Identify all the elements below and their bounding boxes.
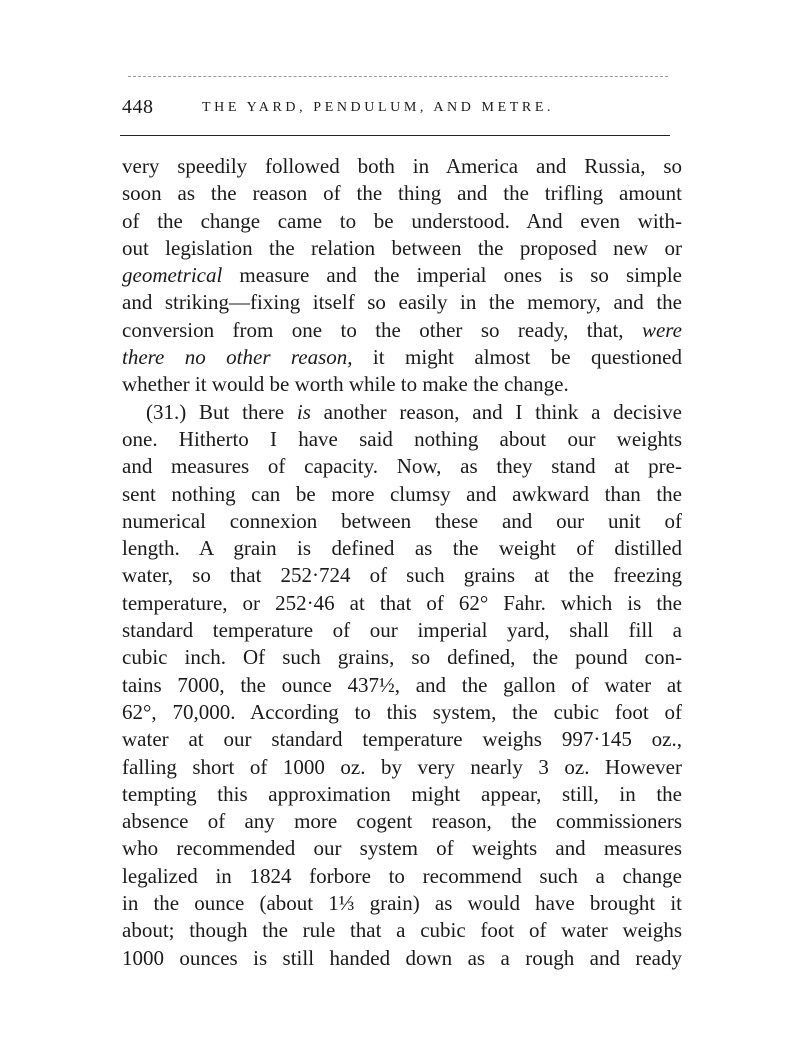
body-text (122, 153, 682, 972)
italic-text: geometrical (122, 263, 223, 288)
text-line-with-italic: conversion from one to the other so ready, that, were (122, 317, 682, 342)
top-dashed-rule (128, 76, 668, 77)
italic-text: were (641, 317, 682, 342)
text-line: absence of any more cogent reason, the commissioners (122, 809, 682, 834)
text-line: very speedily followed both in America and Russia, so (122, 154, 682, 178)
text-line: length. A grain is defined as the weight of distilled (122, 536, 682, 561)
text-line: sent nothing can be more clumsy and awkward than the (122, 481, 682, 506)
text-line: out legislation the relation between the proposed new or (122, 235, 682, 260)
text-line: tempting this approximation might appear, still, in the (122, 781, 682, 806)
text-line-with-italic: (31.) But there is another reason, and I think a decisive (146, 399, 682, 424)
text-line: 1000 ounces is still handed down as a rough and ready (122, 945, 682, 970)
text-line: whether it would be worth while to make the change. (122, 372, 569, 397)
italic-text: there no other reason, (122, 345, 353, 370)
text-line: standard temperature of our imperial yard, shall fill a (122, 618, 682, 643)
text-line-with-italic: geometrical measure and the imperial ones is so simple (122, 263, 682, 288)
text-line-with-italic: there no other reason, it might almost be questioned (122, 345, 682, 370)
text-line: falling short of 1000 oz. by very nearly 3 oz. However (122, 754, 682, 779)
text-line: 62°, 70,000. According to this system, the cubic foot of (122, 699, 682, 724)
page-header (122, 96, 682, 126)
text-line: in the ounce (about 1⅓ grain) as would have brought it (122, 891, 682, 916)
text-line: of the change came to be understood. And even with- (122, 208, 682, 233)
page-number: 448 (122, 96, 154, 118)
text-line: and measures of capacity. Now, as they stand at pre- (122, 454, 682, 479)
text-line: soon as the reason of the thing and the trifling amount (122, 181, 682, 206)
text-line: cubic inch. Of such grains, so defined, the pound con- (122, 645, 682, 670)
text-line: and striking—fixing itself so easily in the memory, and the (122, 290, 682, 315)
text-line: who recommended our system of weights and measures (122, 836, 682, 861)
text-line: tains 7000, the ounce 437½, and the gallon of water at (122, 672, 682, 697)
text-line: one. Hitherto I have said nothing about our weights (122, 426, 682, 451)
header-rule (120, 135, 670, 136)
text-line: numerical connexion between these and our unit of (122, 508, 682, 533)
text-line: water at our standard temperature weighs 997·145 oz., (122, 727, 682, 752)
text-line: water, so that 252·724 of such grains at the freezing (122, 563, 682, 588)
text-line: about; though the rule that a cubic foot of water weighs (122, 918, 682, 943)
italic-text: is (296, 399, 311, 424)
text-line: temperature, or 252·46 at that of 62° Fahr. which is the (122, 590, 682, 615)
running-title: THE YARD, PENDULUM, AND METRE. (202, 100, 555, 115)
text-line: legalized in 1824 forbore to recommend such a change (122, 863, 682, 888)
